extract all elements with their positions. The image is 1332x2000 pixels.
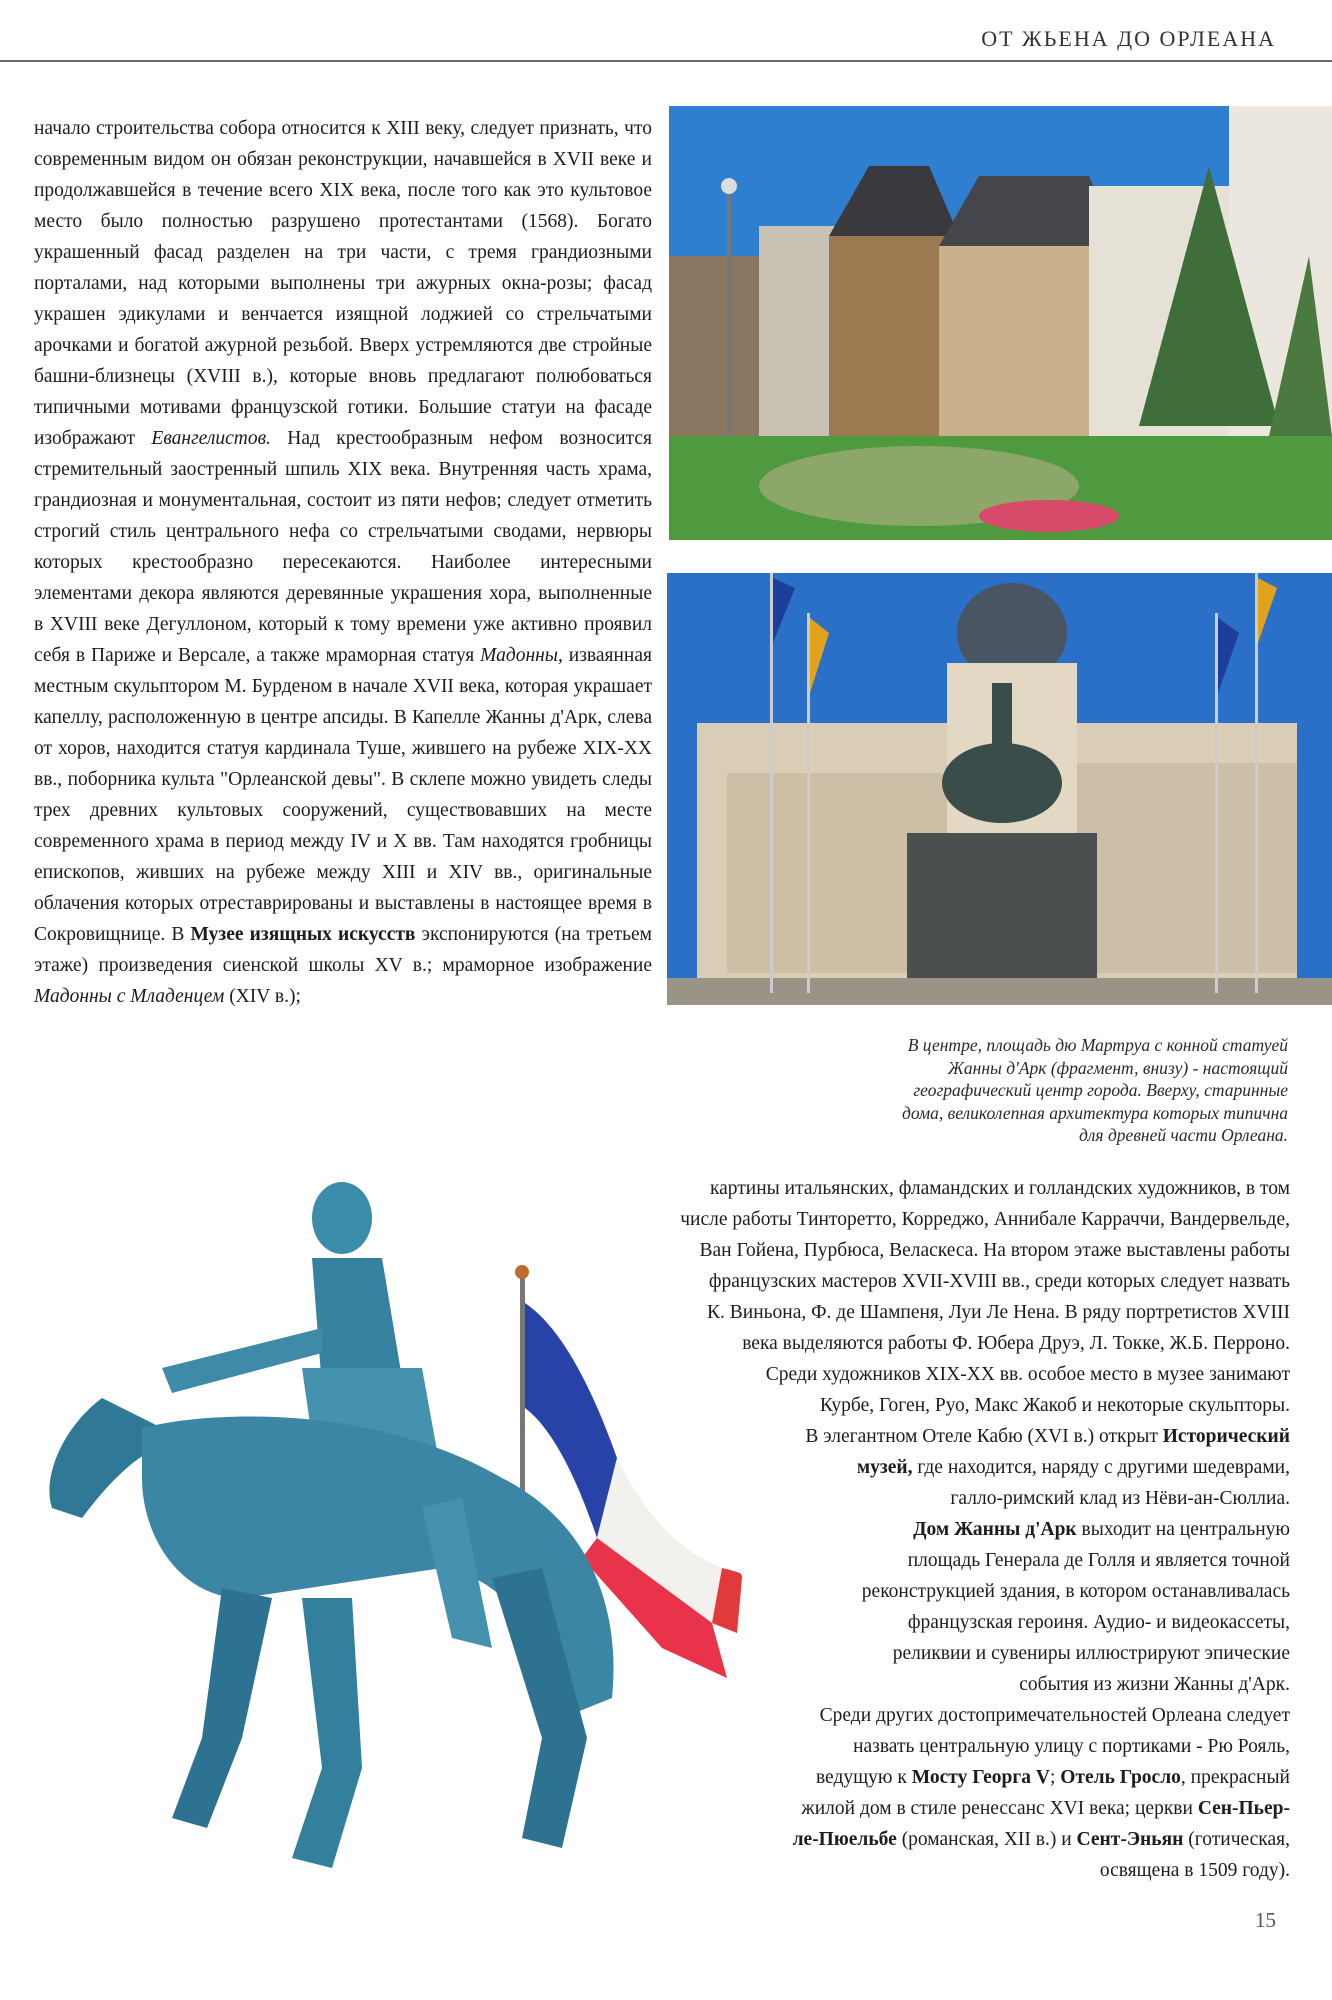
- photo-old-houses: [669, 106, 1332, 540]
- header-rule: [0, 60, 1332, 62]
- left-column-text: [34, 113, 652, 1012]
- photo-caption: В центре, площадь дю Мартруа с конной статуей Жанны д'Арк (фрагмент, внизу) - настоящий географический центр города. Вверху, старинные дома, великолепная архитектура которых типична для древней части Орлеана.: [902, 1035, 1288, 1145]
- lower-right-text: картины итальянских, фламандских и голландских художников, в том числе работы Тинторетто, Корреджо, Аннибале Карраччи, Вандервельде, Ван Гойена, Пурбюса, Веласкеса. На втором этаже выставлены работы французских мастеров XVII-XVIII вв., среди которых следует назвать К. Виньона, Ф. де Шампеня, Луи Ле Нена. В ряду портретистов XVIII века выделяются работы Ф. Юбера Друэ, Л. Токке, Ж.Б. Перроно. Среди художников XIX-XX вв. особое место в музее занимают Курбе, Гоген, Руо, Макс Жакоб и некоторые скульпторы. В элегантном Отеле Кабю (XVI в.) открыт Исторический музей, где находится, наряду с другими шедеврами, галло-римский клад из Нёви-ан-Сюллиа. Дом Жанны д'Арк выходит на центральную площадь Генерала де Голля и является точной реконструкцией здания, в котором останавливалась французская героиня. Аудио- и видеокассеты, реликвии и сувениры иллюстрируют эпические события из жизни Жанны д'Арк. Среди других достопримечательностей Орлеана следует назвать центральную улицу с портиками - Рю Рояль, ведущую к Мосту Георга V; Отель Гросло, прекрасный жилой дом в стиле ренессанс XVI века; церкви Сен-Пьер- ле-Пюельбе (романская, XII в.) и Сент-Эньян (готическая, освящена в 1509 году).: [680, 1178, 1290, 1881]
- running-header: ОТ ЖЬЕНА ДО ОРЛЕАНА: [981, 26, 1276, 51]
- left-paragraph: начало строительства собора относится к XIII веку, следует признать, что современным видом он обязан реконструкции, начавшейся в XVII веке и продолжавшейся в течение всего XIX века, после того как это культовое место было полностью разрушено протестантами (1568). Богато украшенный фасад разделен на три части, с тремя грандиозными порталами, над которыми выполнены три ажурных окна-розы; фасад украшен эдикулами и венчается изящной лоджией со стрельчатыми арочками и богатой ажурной резьбой. Вверх устремляются две стройные башни-близнецы (XVIII в.), которые вновь предлагают полюбоваться типичными мотивами французской готики. Большие статуи на фасаде изображают Евангелистов. Над крестообразным нефом возносится стремительный заостренный шпиль XIX века. Внутренняя часть храма, грандиозная и монументальная, состоит из пяти нефов; следует отметить строгий стиль центрального нефа со стрельчатыми сводами, нервюры которых крестообразно пересекаются. Наиболее интересными элементами декора являются деревянные украшения хора, выполненные в XVIII веке Дегуллоном, который к тому времени уже активно проявил себя в Париже и Версале, а также мраморная статуя Мадонны, изваянная местным скульптором М. Бурденом в начале XVII века, которая украшает капеллу, расположенную в центре апсиды. В Капелле Жанны д'Арк, слева от хоров, находится статуя кардинала Туше, жившего на рубеже XIX-XX вв., поборника культа "Орлеанской девы". В склепе можно увидеть следы трех древних культовых сооружений, существовавших на месте современного храма в период между IV и X вв. Там находятся гробницы епископов, живших на рубеже между XIII и XIV вв., оригинальные облачения которых отреставрированы и выставлены в настоящее время в Сокровищнице. В Музее изящных искусств экспонируются (на третьем этаже) произведения сиенской школы XV в.; мраморное изображение Мадонны с Младенцем (XIV в.);: [34, 118, 652, 1007]
- photo-place-du-martroi: [667, 573, 1332, 1005]
- page-number: 15: [1255, 1908, 1276, 1932]
